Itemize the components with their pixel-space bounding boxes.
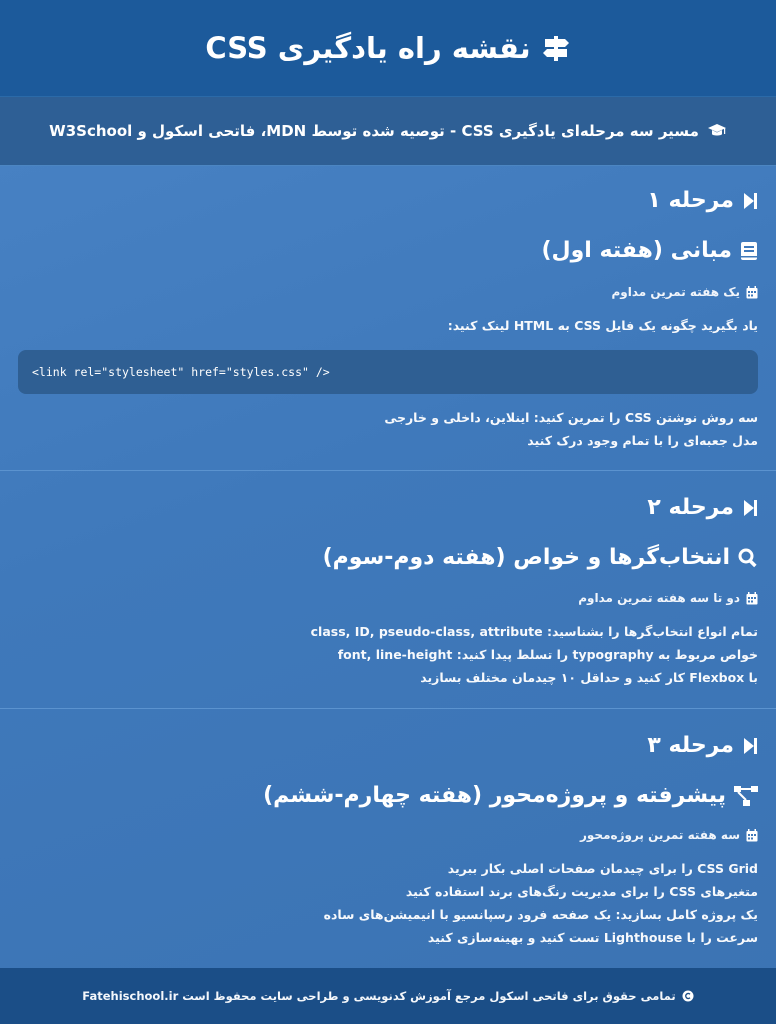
stage-1-duration-text: یک هفته تمرین مداوم xyxy=(611,285,740,299)
stage-1-title xyxy=(647,188,758,213)
stage-1-duration xyxy=(611,285,758,299)
search-icon xyxy=(738,548,758,568)
page-title-wrap xyxy=(205,31,570,65)
stage-2-item-1: تمام انواع انتخاب‌گرها را بشناسید: class, ID, pseudo-class, attribute xyxy=(310,624,758,639)
graduation-cap-icon xyxy=(707,123,727,139)
step-forward-icon xyxy=(742,737,758,755)
page-title: نقشه راه یادگیری CSS xyxy=(205,31,531,65)
step-forward-icon xyxy=(742,192,758,210)
stage-1-intro: یاد بگیرید چگونه یک فایل CSS به HTML لینک کنید: xyxy=(447,318,758,333)
stage-1-section xyxy=(0,166,776,470)
stage-2-item-2: خواص مربوط به typography را تسلط پیدا کنید: font, line-height xyxy=(337,647,758,662)
copyright-icon xyxy=(682,990,694,1002)
step-forward-icon xyxy=(742,499,758,517)
stage-3-section xyxy=(0,708,776,976)
subtitle-bar xyxy=(0,97,776,166)
stage-2-topic-label: انتخاب‌گرها و خواص (هفته دوم-سوم) xyxy=(322,545,730,570)
stage-2-label: مرحله ۲ xyxy=(647,495,734,520)
stage-3-topic-label: پیشرفته و پروژه‌محور (هفته چهارم-ششم) xyxy=(263,783,726,808)
project-diagram-icon xyxy=(734,786,758,806)
stage-1-item-2: مدل جعبه‌ای را با تمام وجود درک کنید xyxy=(527,433,758,448)
signpost-icon xyxy=(541,34,571,62)
calendar-icon xyxy=(746,829,758,842)
stage-3-duration xyxy=(580,828,758,842)
stage-3-topic xyxy=(263,783,758,808)
footer-text: تمامی حقوق برای فاتحی اسکول مرجع آموزش کدنویسی و طراحی سایت محفوظ است Fatehischool.ir xyxy=(82,989,676,1003)
stage-2-item-3: با Flexbox کار کنید و حداقل ۱۰ چیدمان مختلف بسازید xyxy=(420,670,758,685)
stage-1-topic xyxy=(541,238,758,263)
stage-2-section xyxy=(0,470,776,708)
stage-3-item-1: CSS Grid را برای چیدمان صفحات اصلی بکار ببرید xyxy=(447,861,758,876)
stage-1-label: مرحله ۱ xyxy=(647,188,734,213)
stage-3-item-4: سرعت را با Lighthouse تست کنید و بهینه‌سازی کنید xyxy=(427,930,758,945)
subtitle-wrap xyxy=(49,122,727,140)
stage-3-duration-text: سه هفته تمرین پروژه‌محور xyxy=(580,828,740,842)
page-header xyxy=(0,0,776,97)
stage-2-title xyxy=(647,495,758,520)
calendar-icon xyxy=(746,286,758,299)
book-icon xyxy=(740,241,758,261)
footer-wrap xyxy=(82,989,693,1003)
calendar-icon xyxy=(746,592,758,605)
stage-3-title xyxy=(647,733,758,758)
code-snippet: <link rel="stylesheet" href="styles.css" /> xyxy=(18,350,758,394)
stage-1-topic-label: مبانی (هفته اول) xyxy=(541,238,732,263)
stage-2-duration xyxy=(578,591,758,605)
stage-3-item-2: متغیرهای CSS را برای مدیریت رنگ‌های برند استفاده کنید xyxy=(405,884,758,899)
page-footer xyxy=(0,968,776,1024)
subtitle-text: مسیر سه مرحله‌ای یادگیری CSS - توصیه شده توسط MDN، فاتحی اسکول و W3School xyxy=(49,122,699,140)
stage-2-topic xyxy=(323,545,758,570)
stage-3-item-3: یک پروژه کامل بسازید: یک صفحه فرود رسپانسیو با انیمیشن‌های ساده xyxy=(323,907,758,922)
stage-2-duration-text: دو تا سه هفته تمرین مداوم xyxy=(578,591,740,605)
stage-3-label: مرحله ۳ xyxy=(647,733,734,758)
stage-1-item-1: سه روش نوشتن CSS را تمرین کنید: اینلاین، داخلی و خارجی xyxy=(384,410,758,425)
